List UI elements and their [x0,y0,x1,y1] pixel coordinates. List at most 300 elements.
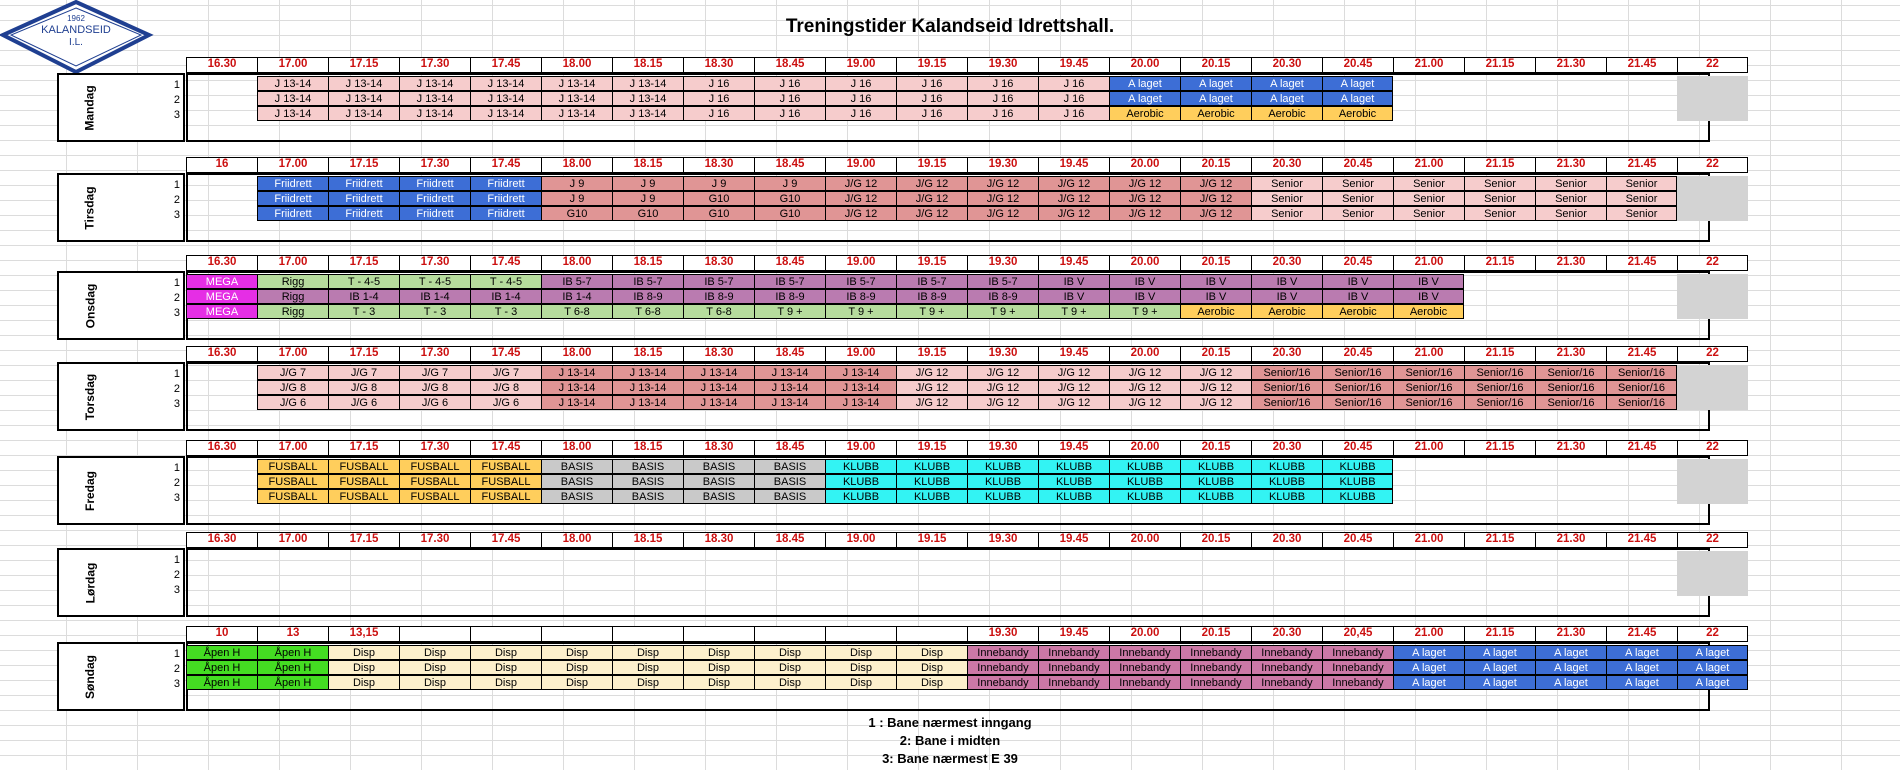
time-slot: 17.30 [399,157,470,173]
schedule-cell: KLUBB [1322,459,1393,474]
time-slot: 20.15 [1180,157,1251,173]
lane-row [186,645,1748,660]
schedule-cell: Senior/16 [1606,380,1677,395]
empty-cell [1677,551,1748,566]
empty-cell [1464,566,1535,581]
schedule-cell: T 9 + [825,304,896,319]
empty-cell [1393,489,1464,504]
time-slot: 18.45 [754,57,825,73]
schedule-cell: FUSBALL [470,474,541,489]
time-slot: 21.45 [1606,626,1677,642]
empty-cell [1393,91,1464,106]
time-slot: 18.15 [612,440,683,456]
schedule-cell: J/G 6 [470,395,541,410]
time-slot: 18.15 [612,57,683,73]
time-slot: 19.00 [825,255,896,271]
empty-cell [1606,566,1677,581]
time-slot [683,626,754,642]
schedule-cell: J/G 12 [1038,380,1109,395]
schedule-cell: T 9 + [754,304,825,319]
schedule-cell: Innebandy [1322,660,1393,675]
empty-cell [1535,274,1606,289]
time-slot: 19.45 [1038,626,1109,642]
schedule-cell: J/G 8 [328,380,399,395]
page-title: Treningstider Kalandseid Idrettshall. [785,16,1115,37]
schedule-cell: J/G 12 [1038,191,1109,206]
schedule-cell: Senior [1251,191,1322,206]
empty-cell [1606,106,1677,121]
schedule-cell: BASIS [612,489,683,504]
empty-cell [1393,581,1464,596]
empty-cell [1251,581,1322,596]
schedule-cell: J 13-14 [612,365,683,380]
schedule-cell: Senior/16 [1535,365,1606,380]
time-slot [399,626,470,642]
time-slot: 17.15 [328,255,399,271]
schedule-cell: J 13-14 [328,106,399,121]
time-slot [470,626,541,642]
time-slot: 22 [1677,626,1748,642]
schedule-cell: A laget [1322,76,1393,91]
day-name: Torsdag [82,373,97,420]
empty-cell [399,566,470,581]
schedule-cell: Senior [1251,206,1322,221]
schedule-cell: KLUBB [1180,474,1251,489]
empty-cell [1606,459,1677,474]
schedule-cell: Senior [1322,191,1393,206]
schedule-cell: KLUBB [1180,489,1251,504]
schedule-cell: J 13-14 [328,91,399,106]
schedule-cell: J 16 [825,91,896,106]
empty-cell [1677,566,1748,581]
time-slot: 18.30 [683,255,754,271]
schedule-cell: J 13-14 [825,365,896,380]
schedule-cell: Disp [754,660,825,675]
time-slot: 20.15 [1180,626,1251,642]
time-slot: 18.30 [683,346,754,362]
empty-cell [1109,581,1180,596]
schedule-cell: IB V [1251,289,1322,304]
time-slot: 20.30 [1251,157,1322,173]
schedule-cell: KLUBB [1038,489,1109,504]
schedule-cell: J 13-14 [612,395,683,410]
schedule-cell: MEGA [186,289,257,304]
schedule-cell: IB 5-7 [967,274,1038,289]
schedule-cell: Senior/16 [1322,380,1393,395]
schedule-cell: BASIS [754,489,825,504]
schedule-cell: KLUBB [1109,474,1180,489]
schedule-cell: Disp [896,660,967,675]
empty-cell [1393,551,1464,566]
schedule-cell: FUSBALL [470,489,541,504]
time-slot: 20.45 [1322,157,1393,173]
schedule-cell: J/G 12 [1038,206,1109,221]
schedule-cell: IB 1-4 [399,289,470,304]
empty-cell [1180,581,1251,596]
schedule-cell: Friidrett [399,206,470,221]
lane-row [186,581,1748,596]
schedule-cell: IB V [1180,274,1251,289]
empty-cell [1393,76,1464,91]
time-slot: 19.45 [1038,532,1109,548]
time-slot: 21.30 [1535,532,1606,548]
schedule-cell: Friidrett [257,206,328,221]
empty-cell [896,551,967,566]
schedule-cell: T - 4-5 [399,274,470,289]
time-slot: 21.30 [1535,346,1606,362]
time-slot: 21.15 [1464,532,1535,548]
empty-cell [186,76,257,91]
lane-row [186,289,1748,304]
empty-cell [541,566,612,581]
schedule-cell: KLUBB [1109,489,1180,504]
empty-cell [1393,474,1464,489]
schedule-cell: Senior [1606,206,1677,221]
empty-cell [1038,551,1109,566]
schedule-cell: Innebandy [1038,675,1109,690]
day-name: Onsdag [82,283,97,328]
time-slot: 17.45 [470,255,541,271]
time-slot: 20.15 [1180,57,1251,73]
empty-cell [967,581,1038,596]
empty-cell [1535,566,1606,581]
time-slot: 18.30 [683,57,754,73]
schedule-cell: IB 5-7 [612,274,683,289]
empty-cell [1677,489,1748,504]
empty-cell [1677,474,1748,489]
time-slot: 17.00 [257,440,328,456]
schedule-cell: J/G 12 [1180,365,1251,380]
schedule-cell: FUSBALL [328,489,399,504]
empty-cell [1677,459,1748,474]
time-slot: 21.15 [1464,157,1535,173]
schedule-cell: J 13-14 [399,106,470,121]
schedule-cell: A laget [1464,645,1535,660]
time-slot: 20.15 [1180,440,1251,456]
empty-cell [1677,76,1748,91]
time-header-lordag [186,532,1748,548]
empty-cell [1038,581,1109,596]
time-slot: 16.30 [186,532,257,548]
empty-cell [967,566,1038,581]
time-slot: 21.45 [1606,57,1677,73]
schedule-cell: T - 3 [399,304,470,319]
schedule-cell: Senior [1535,176,1606,191]
time-slot: 21.15 [1464,626,1535,642]
schedule-cell: Senior [1535,191,1606,206]
time-slot: 17.15 [328,346,399,362]
empty-cell [186,474,257,489]
empty-cell [186,489,257,504]
time-slot: 21.45 [1606,440,1677,456]
schedule-cell: Åpen H [257,675,328,690]
schedule-cell: Senior/16 [1606,395,1677,410]
schedule-cell: A laget [1109,76,1180,91]
schedule-cell: Disp [754,675,825,690]
time-slot: 16.30 [186,346,257,362]
empty-cell [1464,581,1535,596]
empty-cell [1535,489,1606,504]
time-slot: 18.30 [683,532,754,548]
schedule-cell: G10 [683,206,754,221]
legend-lane-3: 3: Bane nærmest E 39 [882,751,1018,766]
schedule-cell: J 13-14 [328,76,399,91]
schedule-cell: J 13-14 [257,91,328,106]
schedule-cell: BASIS [541,474,612,489]
time-slot: 21.45 [1606,532,1677,548]
schedule-cell: T 6-8 [612,304,683,319]
empty-cell [1535,76,1606,91]
empty-cell [683,581,754,596]
schedule-cell: J/G 7 [328,365,399,380]
time-slot: 21.00 [1393,255,1464,271]
empty-cell [754,566,825,581]
empty-cell [1677,206,1748,221]
empty-cell [1677,91,1748,106]
schedule-cell: Disp [825,675,896,690]
schedule-cell: Innebandy [1038,645,1109,660]
time-slot: 21.15 [1464,57,1535,73]
schedule-cell: BASIS [541,489,612,504]
schedule-cell: Innebandy [1180,660,1251,675]
schedule-cell: Friidrett [470,191,541,206]
schedule-cell: J 13-14 [470,76,541,91]
schedule-cell: A laget [1109,91,1180,106]
schedule-cell: BASIS [754,459,825,474]
time-slot: 22 [1677,157,1748,173]
schedule-cell: Åpen H [257,645,328,660]
schedule-cell: Disp [399,645,470,660]
day-name: Fredag [82,470,97,511]
time-slot: 18.45 [754,440,825,456]
time-slot: 21.15 [1464,440,1535,456]
lane-row [186,106,1748,121]
lane-row [186,91,1748,106]
lane-row [186,566,1748,581]
time-slot: 21.30 [1535,57,1606,73]
time-slot: 16.30 [186,440,257,456]
lane-number: 1 [173,368,180,380]
empty-cell [1535,459,1606,474]
time-slot: 17.30 [399,532,470,548]
day-name: Mandag [83,84,97,131]
schedule-cell: Åpen H [186,645,257,660]
lane-row [186,395,1748,410]
schedule-cell: Disp [825,645,896,660]
schedule-cell: J/G 7 [399,365,470,380]
time-slot: 22 [1677,440,1748,456]
schedule-cell: FUSBALL [399,474,470,489]
schedule-cell: J 9 [612,191,683,206]
schedule-cell: J/G 6 [399,395,470,410]
lane-number: 1 [173,554,180,566]
schedule-cell: T 9 + [896,304,967,319]
schedule-cell: BASIS [612,459,683,474]
time-slot: 19.30 [967,440,1038,456]
schedule-cell: FUSBALL [399,489,470,504]
day-name: Lørdag [82,562,97,603]
time-slot: 18.45 [754,255,825,271]
time-slot: 20.00 [1109,532,1180,548]
time-header-sondag [186,626,1748,642]
schedule-cell: J 16 [754,106,825,121]
lane-row [186,459,1748,474]
empty-cell [1606,551,1677,566]
schedule-cell: A laget [1606,675,1677,690]
schedule-cell: Senior [1393,176,1464,191]
schedule-cell: J 13-14 [541,365,612,380]
empty-cell [470,581,541,596]
schedule-cell: J 13-14 [541,380,612,395]
schedule-cell: G10 [754,206,825,221]
time-slot: 20.45 [1322,255,1393,271]
schedule-cell: T 9 + [1109,304,1180,319]
time-slot [754,626,825,642]
schedule-cell: Senior/16 [1535,380,1606,395]
empty-cell [1180,566,1251,581]
empty-cell [1606,76,1677,91]
lane-number: 2 [173,663,180,675]
schedule-cell: J 9 [754,176,825,191]
time-slot [825,626,896,642]
schedule-cell: BASIS [541,459,612,474]
time-slot: 18.45 [754,532,825,548]
time-slot: 20.45 [1322,57,1393,73]
lane-number: 1 [173,462,180,474]
time-slot: 16.30 [186,255,257,271]
time-slot: 19.30 [967,255,1038,271]
lane-number: 3 [173,398,180,410]
schedule-cell: J/G 12 [896,395,967,410]
schedule-cell: Innebandy [1109,660,1180,675]
empty-cell [186,365,257,380]
schedule-cell: J/G 12 [1038,395,1109,410]
schedule-cell: J 13-14 [754,395,825,410]
time-slot: 20.15 [1180,346,1251,362]
empty-cell [1606,91,1677,106]
schedule-cell: T - 4-5 [470,274,541,289]
schedule-cell: IB 5-7 [754,274,825,289]
time-slot: 19.30 [967,157,1038,173]
schedule-cell: J 16 [1038,76,1109,91]
time-slot: 19.15 [896,157,967,173]
empty-cell [1606,304,1677,319]
empty-cell [186,380,257,395]
schedule-cell: BASIS [754,474,825,489]
schedule-cell: BASIS [683,474,754,489]
empty-cell [186,106,257,121]
schedule-cell: J 13-14 [825,380,896,395]
schedule-cell: KLUBB [1322,489,1393,504]
empty-cell [1535,289,1606,304]
empty-cell [1464,551,1535,566]
schedule-cell: Aerobic [1109,106,1180,121]
schedule-cell: A laget [1251,91,1322,106]
lane-number: 2 [173,94,180,106]
schedule-cell: KLUBB [1251,474,1322,489]
time-slot: 21.30 [1535,626,1606,642]
schedule-cell: KLUBB [1180,459,1251,474]
time-slot: 17.30 [399,255,470,271]
time-slot: 17.45 [470,440,541,456]
time-slot: 22 [1677,532,1748,548]
schedule-cell: MEGA [186,304,257,319]
empty-cell [896,566,967,581]
time-slot: 18.00 [541,532,612,548]
empty-cell [1677,289,1748,304]
time-slot: 17.45 [470,346,541,362]
lane-number: 1 [173,179,180,191]
time-slot: 19.15 [896,255,967,271]
time-slot: 20.45 [1322,440,1393,456]
time-slot: 20.00 [1109,626,1180,642]
day-label-torsdag [57,362,185,431]
schedule-cell: MEGA [186,274,257,289]
schedule-cell: Friidrett [399,176,470,191]
schedule-cell: J 16 [896,76,967,91]
schedule-cell: FUSBALL [257,489,328,504]
time-slot: 20,45 [1322,626,1393,642]
lane-number: 3 [173,678,180,690]
schedule-cell: J/G 8 [470,380,541,395]
time-slot: 16 [186,157,257,173]
empty-cell [186,459,257,474]
schedule-cell: J/G 12 [1038,176,1109,191]
time-slot: 21.00 [1393,626,1464,642]
empty-cell [1464,274,1535,289]
schedule-cell: J 9 [541,176,612,191]
schedule-cell: A laget [1180,91,1251,106]
time-header-onsdag [186,255,1748,271]
schedule-cell: Disp [399,660,470,675]
empty-cell [1251,566,1322,581]
time-slot: 19.15 [896,440,967,456]
schedule-cell: Disp [470,660,541,675]
empty-cell [612,581,683,596]
time-slot: 19.00 [825,532,896,548]
schedule-cell: FUSBALL [470,459,541,474]
lane-row [186,660,1748,675]
time-slot: 10 [186,626,257,642]
schedule-cell: J 16 [754,91,825,106]
schedule-cell: IB V [1251,274,1322,289]
schedule-cell: KLUBB [896,489,967,504]
schedule-cell: A laget [1251,76,1322,91]
time-slot: 18.15 [612,255,683,271]
time-slot: 20.00 [1109,440,1180,456]
schedule-cell: J 16 [967,91,1038,106]
time-slot: 20.00 [1109,346,1180,362]
lane-row [186,551,1748,566]
empty-cell [1109,551,1180,566]
empty-cell [1393,566,1464,581]
schedule-cell: G10 [754,191,825,206]
empty-cell [328,581,399,596]
lane-row [186,365,1748,380]
schedule-cell: KLUBB [967,459,1038,474]
schedule-cell: Aerobic [1322,106,1393,121]
schedule-cell: A laget [1606,660,1677,675]
schedule-cell: J/G 7 [470,365,541,380]
empty-cell [1464,76,1535,91]
schedule-cell: FUSBALL [328,474,399,489]
schedule-cell: J/G 12 [896,176,967,191]
schedule-cell: Senior/16 [1464,365,1535,380]
schedule-cell: A laget [1464,660,1535,675]
time-slot: 21.30 [1535,440,1606,456]
time-slot: 17.15 [328,532,399,548]
schedule-cell: Friidrett [257,176,328,191]
